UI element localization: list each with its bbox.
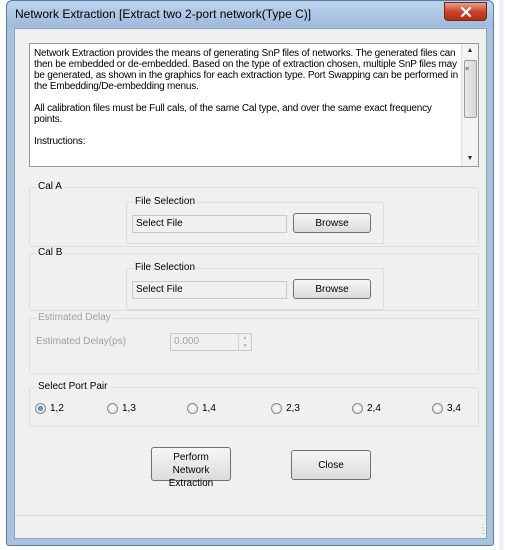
radio-port-1-3[interactable]	[107, 403, 136, 414]
estimated-delay-group-label: Estimated Delay	[38, 312, 111, 323]
estimated-delay-value: 0.000	[174, 336, 200, 347]
status-bar	[15, 515, 486, 538]
cal-a-group	[29, 181, 479, 247]
description-paragraph: All calibration files must be Full cals, of the same Cal type, and over the same exact frequency points.	[34, 103, 432, 125]
window-title: Network Extraction [Extract two 2-port network(Type C)]	[15, 7, 312, 21]
cal-b-group	[29, 247, 479, 311]
radio-port-2-3[interactable]	[271, 403, 300, 414]
radio-port-2-4[interactable]	[352, 403, 381, 414]
estimated-delay-spinner	[238, 334, 251, 350]
cal-b-file-selection-group	[126, 262, 384, 310]
cal-b-file-selection-label: File Selection	[135, 262, 196, 273]
port-pair-group	[29, 381, 479, 427]
title-bar[interactable]	[7, 1, 493, 27]
close-button[interactable]: Close	[291, 450, 371, 480]
cal-a-file-selection-label: File Selection	[135, 196, 196, 207]
radio-unselected-icon	[271, 403, 282, 414]
estimated-delay-input	[170, 333, 252, 351]
radio-unselected-icon	[432, 403, 443, 414]
description-textbox[interactable]	[29, 43, 479, 167]
radio-port-1-2[interactable]	[35, 403, 64, 414]
estimated-delay-group	[29, 312, 479, 374]
description-scrollbar[interactable]	[461, 44, 478, 166]
description-paragraph: Instructions:	[34, 136, 86, 147]
resize-grip-icon[interactable]: .: .::	[481, 523, 484, 536]
estimated-delay-field-label: Estimated Delay(ps)	[36, 336, 127, 347]
radio-port-3-4[interactable]	[432, 403, 461, 414]
scroll-down-arrow-icon[interactable]: ▼	[466, 155, 474, 162]
close-icon	[460, 7, 472, 17]
spin-down-icon: ▼	[242, 343, 248, 349]
radio-unselected-icon	[352, 403, 363, 414]
perform-network-extraction-button[interactable]: Perform Network Extraction	[151, 447, 231, 481]
background-edge	[498, 0, 505, 550]
description-paragraph: Network Extraction provides the means of generating SnP files of networks. The generated files can then be embedded or de-embedded. Based on the type of extraction chosen, multiple SnP files may be generated, as shown in the graphics for each extraction type. Port Swapping can be performed in the Embedding/De-embedding menus.	[34, 48, 458, 92]
cal-a-file-selection-group	[126, 196, 384, 244]
cal-b-label: Cal B	[38, 247, 63, 258]
radio-label: 1,2	[50, 403, 64, 414]
dialog-client-area	[14, 28, 487, 539]
cal-a-browse-button[interactable]: Browse	[293, 213, 371, 233]
description-text	[34, 48, 458, 166]
port-pair-label: Select Port Pair	[38, 381, 108, 392]
radio-label: 1,4	[202, 403, 216, 414]
radio-unselected-icon	[187, 403, 198, 414]
cal-a-file-field[interactable]: Select File	[132, 215, 287, 233]
cal-b-browse-button[interactable]: Browse	[293, 279, 371, 299]
dialog-window	[6, 0, 494, 546]
cal-b-file-field[interactable]: Select File	[132, 281, 287, 299]
radio-label: 2,4	[367, 403, 381, 414]
window-close-button[interactable]	[444, 2, 487, 21]
spin-up-icon: ▲	[242, 335, 248, 341]
radio-unselected-icon	[107, 403, 118, 414]
scroll-up-arrow-icon[interactable]: ▲	[466, 47, 474, 54]
radio-label: 1,3	[122, 403, 136, 414]
radio-port-1-4[interactable]	[187, 403, 216, 414]
cal-a-label: Cal A	[38, 181, 62, 192]
radio-label: 3,4	[447, 403, 461, 414]
scroll-grip-icon: ≡	[465, 66, 470, 73]
radio-selected-icon	[35, 403, 46, 414]
radio-label: 2,3	[286, 403, 300, 414]
